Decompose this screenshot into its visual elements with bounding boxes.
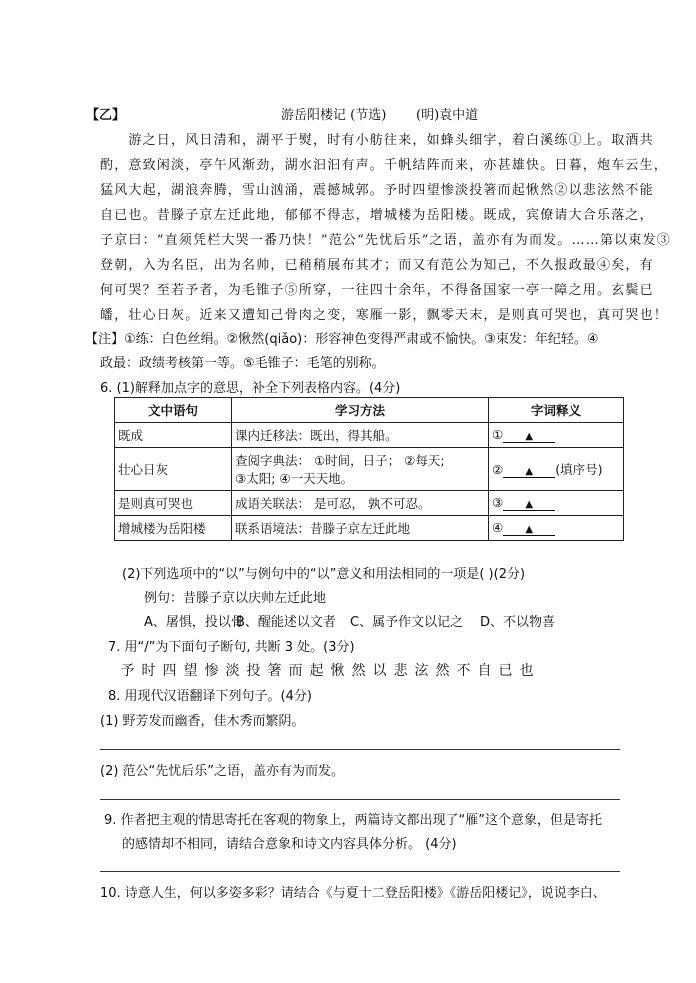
sentence-char: 悲 (393, 663, 408, 679)
method-line: 查阅字典法： ①时间，日子； ②每天; (235, 453, 445, 468)
passage-title: 游岳阳楼记 (节选) (281, 108, 387, 123)
q8-stem: 8. 用现代汉语翻译下列句子。(4分) (108, 689, 312, 704)
sentence-char: 自 (477, 663, 492, 679)
table-row (115, 516, 624, 541)
sentence-char: 泫 (414, 663, 429, 679)
answer-line[interactable] (100, 799, 620, 800)
sentence-cell: 壮心日灰 (115, 448, 232, 491)
option-c[interactable]: C、属予作文以记之 (350, 615, 464, 630)
method-cell: 课内迁移法：既出，得其船。 (232, 423, 489, 448)
table-header: 字词释义 (489, 398, 624, 423)
option-b[interactable]: B、醒能述以文者 (236, 615, 336, 630)
triangle-marker: ▲ (525, 499, 534, 510)
q6-example: 例句：昔滕子京以庆帅左迁此地 (144, 591, 327, 606)
sentence-char: 淡 (225, 663, 240, 679)
notes-line: 【注】①练：白色丝绢。②愀然(qiǎo)：形容神色变得严肃或不愉快。③束发：年纪轻。④ (85, 332, 599, 347)
answer-line[interactable] (100, 871, 620, 872)
sentence-char: 惨 (204, 663, 219, 679)
sentence-char: 而 (288, 663, 303, 679)
sentence-char: 箸 (267, 663, 282, 679)
answer-line[interactable] (100, 749, 620, 750)
sentence-char: 望 (183, 663, 198, 679)
sentence-char: 也 (519, 663, 534, 679)
sentence-char: 已 (498, 663, 513, 679)
triangle-marker: ▲ (525, 524, 534, 535)
section-tag: 【乙】 (86, 108, 126, 123)
table-row (115, 448, 624, 491)
method-table (114, 397, 624, 541)
table-header: 学习方法 (232, 398, 489, 423)
answer-number: ③ (492, 495, 504, 510)
table-header-row (115, 398, 624, 423)
passage-line: 何可哭？至若予者，为毛锥子⑤所穿，一往四十余年，不得备国家一亭一障之用。玄鬓已 (100, 283, 654, 298)
q6-stem: 6. (1)解释加点字的意思，补全下列表格内容。(4分) (100, 381, 401, 396)
sentence-char: 愀 (330, 663, 345, 679)
passage-author: (明)袁中道 (416, 108, 479, 123)
sentence-cell: 是则真可哭也 (115, 491, 232, 516)
option-d[interactable]: D、不以物喜 (480, 615, 556, 630)
q9-line: 的感情却不相同，请结合意象和诗文内容具体分析。 (4分) (122, 837, 457, 852)
method-cell: 联系语境法：昔滕子京左迁此地 (232, 516, 489, 541)
table-header: 文中语句 (115, 398, 232, 423)
passage-line: 猛风大起，湖浪奔腾，雪山汹涌，震撼城郭。予时四望惨淡投箸而起愀然②以悲泫然不能 (100, 183, 654, 198)
answer-blank[interactable] (503, 427, 555, 443)
q6-part2: (2)下列选项中的“以”与例句中的“以”意义和用法相同的一项是( )(2分) (122, 567, 526, 582)
sentence-cell: 增城楼为岳阳楼 (115, 516, 232, 541)
passage-line: 游之日，风日清和，湖平于熨，时有小舫往来，如蜂头细字，着白溪练①上。取酒共 (100, 133, 654, 148)
sentence-char: 然 (435, 663, 450, 679)
option-a[interactable]: A、屠惧，投以骨 (144, 615, 244, 630)
sentence-char: 不 (456, 663, 471, 679)
answer-cell (489, 516, 624, 541)
answer-cell (489, 423, 624, 448)
answer-suffix: (填序号) (555, 462, 603, 477)
q6-options (144, 614, 555, 631)
answer-blank[interactable] (503, 495, 555, 511)
triangle-marker: ▲ (525, 466, 534, 477)
passage-line: 子京曰：“直须凭栏大哭一番乃快！”范公“先忧后乐”之语，盖亦有为而发。……第以束发③ (100, 233, 671, 248)
sentence-char: 起 (309, 663, 324, 679)
passage-line: 酌，意致闲淡，亭午风渐劲，湖水汩汩有声。千帆结阵而来，亦甚雄快。日暮，炮车云生， (100, 158, 669, 173)
answer-number: ② (492, 462, 504, 477)
sentence-char: 以 (372, 663, 387, 679)
triangle-marker: ▲ (525, 431, 534, 442)
method-line: ③太阳; ④一天天地。 (235, 471, 354, 486)
sentence-cell: 既成 (115, 423, 232, 448)
answer-number: ④ (492, 520, 504, 535)
answer-blank[interactable] (503, 520, 555, 536)
sentence-char: 然 (351, 663, 366, 679)
sentence-char: 投 (246, 663, 261, 679)
table-row (115, 423, 624, 448)
sentence-char: 予 (120, 663, 135, 679)
passage-line: 登朝，入为名臣，出为名帅，已稍稍展布其才；而又有范公为知己，不久报政最④矣，有 (100, 258, 654, 273)
method-cell: 成语关联法： 是可忍， 孰不可忍。 (232, 491, 489, 516)
passage-line: 皤，壮心日灰。近来又遭知己骨肉之变，寒雁一影，飘零天末，是则真可哭也，真可哭也！ (100, 308, 669, 323)
q9-line: 9. 作者把主观的情思寄托在客观的物象上，两篇诗文都出现了“雁”这个意象，但是寄托 (104, 813, 603, 828)
answer-cell (489, 448, 624, 491)
passage-line: 自已也。昔滕子京左迁此地，郁郁不得志，增城楼为岳阳楼。既成，宾僚请大合乐落之， (100, 208, 654, 223)
notes-line: 政最：政绩考核第一等。⑤毛锥子：毛笔的别称。 (100, 356, 385, 371)
answer-blank[interactable] (503, 462, 555, 478)
table-row (115, 491, 624, 516)
method-cell (232, 448, 489, 491)
sentence-char: 时 (141, 663, 156, 679)
answer-cell (489, 491, 624, 516)
title-row (86, 104, 626, 122)
q7-sentence (117, 663, 537, 680)
q10-line: 10. 诗意人生，何以多姿多彩？请结合《与夏十二登岳阳楼》《游岳阳楼记》，说说李白、 (100, 886, 606, 901)
answer-number: ① (492, 427, 504, 442)
q8-item1: (1) 野芳发而幽香，佳木秀而繁阴。 (100, 714, 305, 729)
q7-stem: 7. 用“/”为下面句子断句, 共断 3 处。(3分) (108, 640, 355, 655)
sentence-char: 四 (162, 663, 177, 679)
q8-item2: (2) 范公“先忧后乐”之语，盖亦有为而发。 (100, 764, 345, 779)
